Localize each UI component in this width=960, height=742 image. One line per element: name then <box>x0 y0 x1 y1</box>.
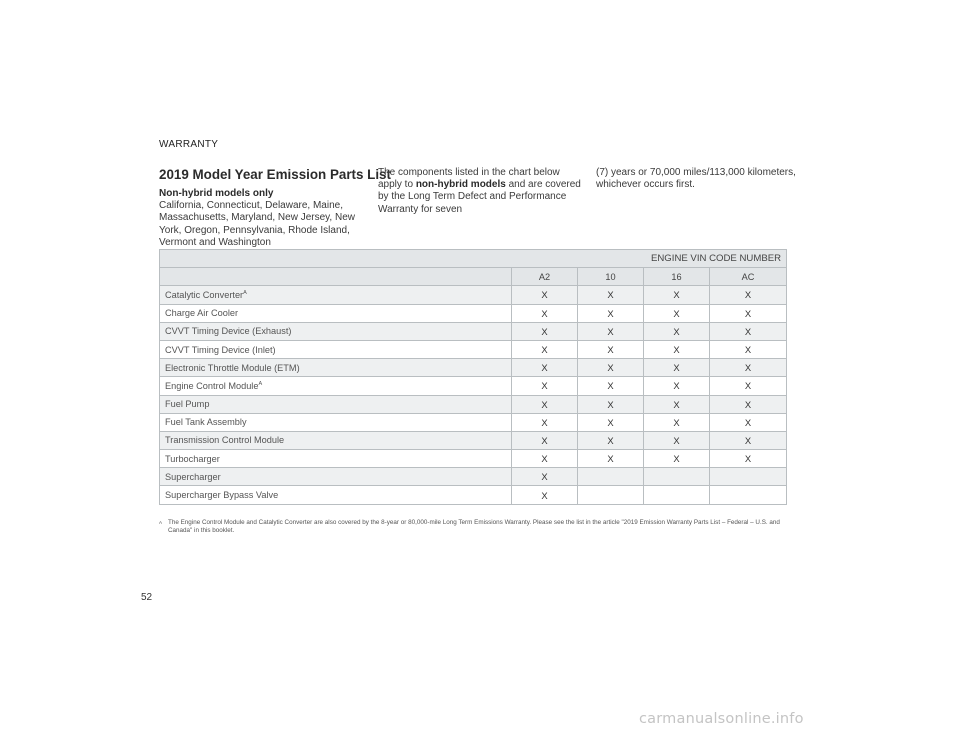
footnote-text: The Engine Control Module and Catalytic Converter are also covered by the 8-year or 80,000-mile Long Term Emissions Warranty. Please see the list in the article "2019 Emission Warranty Parts List – Federal – U.S. and Canada" in this booklet. <box>168 519 780 534</box>
coverage-mark-cell: X <box>644 286 710 304</box>
coverage-mark-cell: X <box>578 340 644 358</box>
coverage-mark-cell: X <box>644 413 710 431</box>
coverage-mark-cell: X <box>578 431 644 449</box>
coverage-mark-cell <box>644 468 710 486</box>
coverage-mark-cell: X <box>644 395 710 413</box>
part-name: Supercharger <box>165 471 221 482</box>
coverage-mark-cell: X <box>710 413 787 431</box>
intro-text-continued: (7) years or 70,000 miles/113,000 kilometers, whichever occurs first. <box>596 167 796 191</box>
coverage-mark-cell: X <box>710 431 787 449</box>
article-column-1 <box>159 167 391 249</box>
article-column-2 <box>378 167 586 216</box>
coverage-mark-cell: X <box>578 413 644 431</box>
coverage-mark-cell: X <box>578 359 644 377</box>
table-row <box>160 450 787 468</box>
coverage-mark-cell: X <box>578 450 644 468</box>
coverage-mark-cell: X <box>644 304 710 322</box>
intro-text-start: The components listed in the chart below apply to <box>378 167 560 191</box>
table-body <box>160 286 787 504</box>
coverage-mark-cell: X <box>512 340 578 358</box>
coverage-mark-cell: X <box>710 322 787 340</box>
coverage-mark-cell: X <box>644 450 710 468</box>
table-row <box>160 395 787 413</box>
coverage-mark-cell: X <box>512 395 578 413</box>
coverage-mark-cell: X <box>710 395 787 413</box>
part-name: CVVT Timing Device (Exhaust) <box>165 326 292 337</box>
table-code-header-row <box>160 268 787 286</box>
states-list: California, Connecticut, Delaware, Maine, Massachusetts, Maryland, New Jersey, New York, Oregon, Pennsylvania, Rhode Island, Vermont and Washington <box>159 200 355 248</box>
coverage-mark-cell: X <box>512 413 578 431</box>
table-row <box>160 286 787 304</box>
part-name-cell <box>160 486 512 504</box>
code-header-ac: AC <box>710 268 787 286</box>
intro-text-end: and are covered by the Long Term Defect and Performance Warranty for seven <box>378 179 581 215</box>
section-header: WARRANTY <box>159 139 219 150</box>
coverage-mark-cell: X <box>710 450 787 468</box>
part-name: Catalytic Converter <box>165 289 244 300</box>
part-name-cell <box>160 359 512 377</box>
part-name: CVVT Timing Device (Inlet) <box>165 344 276 355</box>
table-row <box>160 486 787 504</box>
coverage-mark-cell: X <box>578 286 644 304</box>
footnote-reference: A <box>243 289 247 296</box>
coverage-mark-cell <box>644 486 710 504</box>
table-row <box>160 359 787 377</box>
coverage-mark-cell: X <box>578 377 644 395</box>
coverage-mark-cell: X <box>512 322 578 340</box>
footnote-mark: A <box>159 520 163 525</box>
coverage-mark-cell <box>578 486 644 504</box>
coverage-mark-cell: X <box>512 468 578 486</box>
footnote-reference: A <box>258 380 263 387</box>
part-name-cell <box>160 431 512 449</box>
coverage-mark-cell: X <box>512 286 578 304</box>
coverage-mark-cell: X <box>578 322 644 340</box>
table-row <box>160 322 787 340</box>
part-name: Transmission Control Module <box>165 435 285 446</box>
coverage-mark-cell: X <box>512 431 578 449</box>
article-subtitle: Non-hybrid models only <box>159 188 274 199</box>
code-header-a2: A2 <box>512 268 578 286</box>
article-title: 2019 Model Year Emission Parts List <box>159 167 391 182</box>
table-row <box>160 377 787 395</box>
part-name-cell <box>160 377 512 395</box>
coverage-mark-cell: X <box>578 304 644 322</box>
coverage-mark-cell: X <box>644 377 710 395</box>
coverage-mark-cell: X <box>578 395 644 413</box>
part-name-cell <box>160 395 512 413</box>
coverage-mark-cell: X <box>644 340 710 358</box>
part-name-cell <box>160 304 512 322</box>
part-name-cell <box>160 286 512 304</box>
article-column-3 <box>596 167 796 191</box>
part-name: Charge Air Cooler <box>165 308 239 319</box>
part-name: Engine Control Module <box>165 380 259 391</box>
table-row <box>160 340 787 358</box>
coverage-mark-cell: X <box>644 431 710 449</box>
part-name-cell <box>160 340 512 358</box>
coverage-mark-cell: X <box>710 359 787 377</box>
part-name: Fuel Pump <box>165 399 210 410</box>
coverage-mark-cell: X <box>710 286 787 304</box>
part-name-cell <box>160 468 512 486</box>
table-row <box>160 431 787 449</box>
table-group-header-row <box>160 250 787 268</box>
intro-emphasis: non-hybrid models <box>415 179 506 191</box>
coverage-mark-cell: X <box>710 340 787 358</box>
watermark: carmanualsonline.info <box>639 711 804 727</box>
part-name-cell <box>160 322 512 340</box>
part-name: Supercharger Bypass Valve <box>165 490 279 501</box>
emission-parts-table <box>159 249 787 505</box>
part-name: Electronic Throttle Module (ETM) <box>165 362 300 373</box>
table-row <box>160 413 787 431</box>
coverage-mark-cell: X <box>512 450 578 468</box>
coverage-mark-cell: X <box>644 322 710 340</box>
footnote <box>159 519 789 535</box>
table-row <box>160 468 787 486</box>
coverage-mark-cell: X <box>512 304 578 322</box>
coverage-mark-cell: X <box>644 359 710 377</box>
engine-vin-code-header: ENGINE VIN CODE NUMBER <box>160 250 787 268</box>
coverage-mark-cell <box>710 468 787 486</box>
coverage-mark-cell: X <box>512 359 578 377</box>
part-name-cell <box>160 413 512 431</box>
table-row <box>160 304 787 322</box>
code-header-10: 10 <box>578 268 644 286</box>
part-name-cell <box>160 450 512 468</box>
coverage-mark-cell: X <box>512 377 578 395</box>
part-column-header <box>160 268 512 286</box>
coverage-mark-cell: X <box>512 486 578 504</box>
page-number: 52 <box>141 592 153 603</box>
part-name: Turbocharger <box>165 453 220 464</box>
coverage-mark-cell <box>710 486 787 504</box>
coverage-mark-cell: X <box>710 377 787 395</box>
coverage-mark-cell <box>578 468 644 486</box>
part-name: Fuel Tank Assembly <box>165 417 247 428</box>
coverage-mark-cell: X <box>710 304 787 322</box>
code-header-16: 16 <box>644 268 710 286</box>
